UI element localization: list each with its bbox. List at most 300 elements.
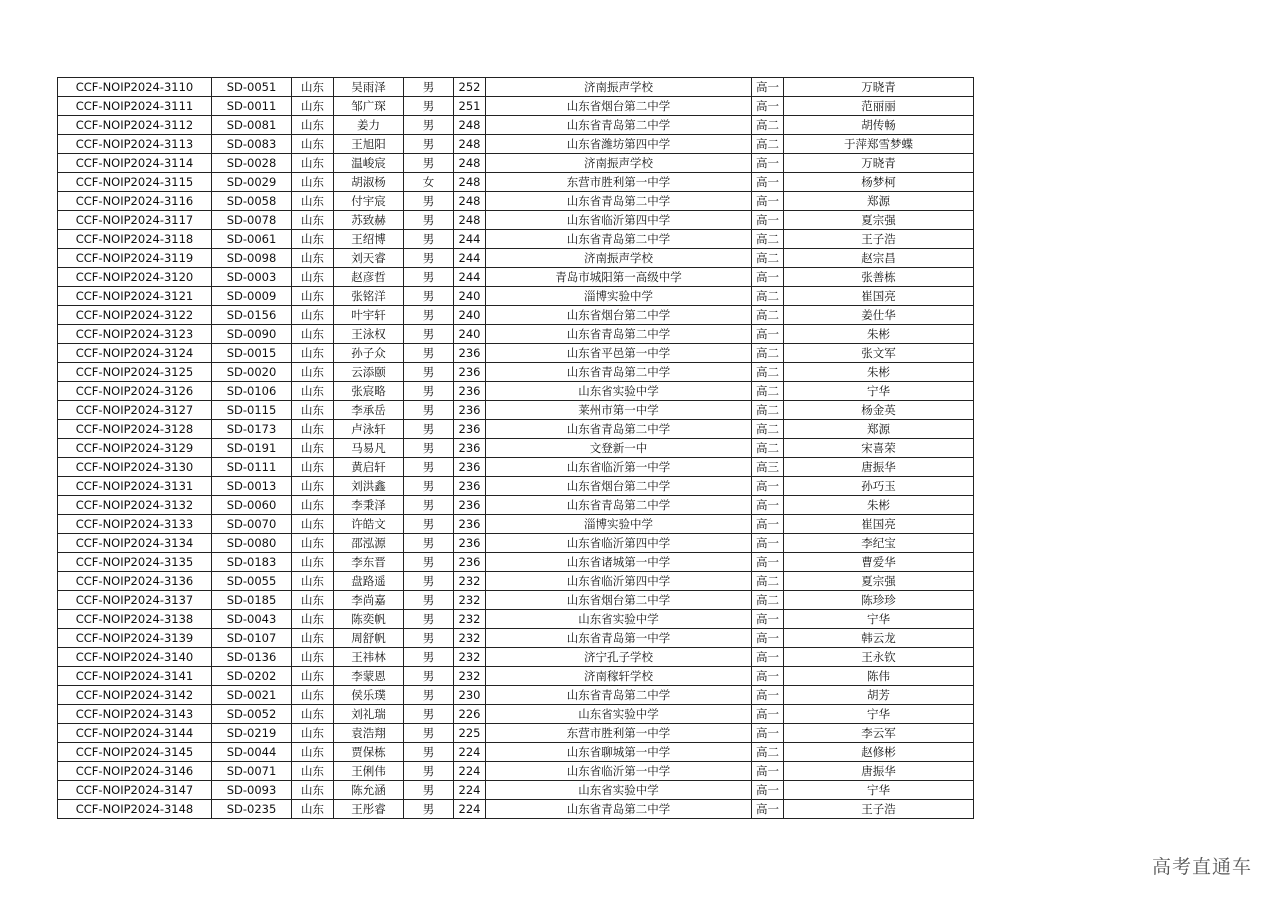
cell-score: 224 bbox=[454, 781, 486, 800]
cell-school: 青岛市城阳第一高级中学 bbox=[486, 268, 752, 287]
cell-gender: 女 bbox=[404, 173, 454, 192]
cell-id: CCF-NOIP2024-3143 bbox=[58, 705, 212, 724]
cell-score: 236 bbox=[454, 477, 486, 496]
cell-school: 山东省聊城第一中学 bbox=[486, 743, 752, 762]
cell-coach: 万晓青 bbox=[784, 154, 974, 173]
cell-name: 邵泓源 bbox=[334, 534, 404, 553]
cell-grade: 高二 bbox=[752, 591, 784, 610]
cell-id: CCF-NOIP2024-3138 bbox=[58, 610, 212, 629]
cell-code: SD-0058 bbox=[212, 192, 292, 211]
cell-score: 236 bbox=[454, 382, 486, 401]
cell-score: 226 bbox=[454, 705, 486, 724]
cell-name: 张铭洋 bbox=[334, 287, 404, 306]
cell-score: 224 bbox=[454, 743, 486, 762]
table-row bbox=[58, 458, 974, 477]
cell-province: 山东 bbox=[292, 211, 334, 230]
cell-code: SD-0029 bbox=[212, 173, 292, 192]
cell-code: SD-0107 bbox=[212, 629, 292, 648]
cell-grade: 高一 bbox=[752, 800, 784, 819]
cell-score: 236 bbox=[454, 420, 486, 439]
cell-name: 陈奕帆 bbox=[334, 610, 404, 629]
cell-coach: 崔国亮 bbox=[784, 515, 974, 534]
cell-code: SD-0185 bbox=[212, 591, 292, 610]
cell-gender: 男 bbox=[404, 401, 454, 420]
table-row bbox=[58, 553, 974, 572]
cell-coach: 陈珍珍 bbox=[784, 591, 974, 610]
cell-score: 236 bbox=[454, 344, 486, 363]
cell-score: 236 bbox=[454, 363, 486, 382]
cell-coach: 李纪宝 bbox=[784, 534, 974, 553]
cell-score: 232 bbox=[454, 572, 486, 591]
cell-coach: 夏宗强 bbox=[784, 572, 974, 591]
cell-score: 240 bbox=[454, 306, 486, 325]
cell-province: 山东 bbox=[292, 781, 334, 800]
cell-code: SD-0011 bbox=[212, 97, 292, 116]
cell-code: SD-0083 bbox=[212, 135, 292, 154]
cell-province: 山东 bbox=[292, 762, 334, 781]
cell-name: 李蒙恩 bbox=[334, 667, 404, 686]
cell-coach: 王子浩 bbox=[784, 800, 974, 819]
cell-gender: 男 bbox=[404, 629, 454, 648]
cell-coach: 朱彬 bbox=[784, 363, 974, 382]
cell-name: 王祎林 bbox=[334, 648, 404, 667]
cell-id: CCF-NOIP2024-3142 bbox=[58, 686, 212, 705]
cell-grade: 高一 bbox=[752, 724, 784, 743]
cell-province: 山东 bbox=[292, 667, 334, 686]
cell-name: 刘礼瑞 bbox=[334, 705, 404, 724]
cell-gender: 男 bbox=[404, 705, 454, 724]
cell-code: SD-0191 bbox=[212, 439, 292, 458]
cell-score: 232 bbox=[454, 591, 486, 610]
cell-grade: 高二 bbox=[752, 363, 784, 382]
watermark: 高考直通车 bbox=[1151, 856, 1252, 878]
cell-name: 李秉泽 bbox=[334, 496, 404, 515]
cell-id: CCF-NOIP2024-3119 bbox=[58, 249, 212, 268]
cell-grade: 高一 bbox=[752, 477, 784, 496]
cell-id: CCF-NOIP2024-3113 bbox=[58, 135, 212, 154]
cell-school: 济南稼轩学校 bbox=[486, 667, 752, 686]
cell-name: 盘路遥 bbox=[334, 572, 404, 591]
cell-school: 山东省平邑第一中学 bbox=[486, 344, 752, 363]
cell-code: SD-0090 bbox=[212, 325, 292, 344]
cell-id: CCF-NOIP2024-3123 bbox=[58, 325, 212, 344]
cell-name: 苏致赫 bbox=[334, 211, 404, 230]
cell-id: CCF-NOIP2024-3111 bbox=[58, 97, 212, 116]
cell-school: 山东省青岛第一中学 bbox=[486, 629, 752, 648]
table-row bbox=[58, 800, 974, 819]
cell-id: CCF-NOIP2024-3146 bbox=[58, 762, 212, 781]
cell-province: 山东 bbox=[292, 249, 334, 268]
cell-id: CCF-NOIP2024-3145 bbox=[58, 743, 212, 762]
cell-gender: 男 bbox=[404, 249, 454, 268]
cell-province: 山东 bbox=[292, 344, 334, 363]
table-row bbox=[58, 306, 974, 325]
cell-code: SD-0003 bbox=[212, 268, 292, 287]
cell-id: CCF-NOIP2024-3126 bbox=[58, 382, 212, 401]
table-row bbox=[58, 325, 974, 344]
cell-id: CCF-NOIP2024-3137 bbox=[58, 591, 212, 610]
cell-score: 248 bbox=[454, 173, 486, 192]
cell-name: 陈允涵 bbox=[334, 781, 404, 800]
cell-province: 山东 bbox=[292, 743, 334, 762]
cell-grade: 高一 bbox=[752, 762, 784, 781]
cell-grade: 高一 bbox=[752, 173, 784, 192]
cell-grade: 高一 bbox=[752, 192, 784, 211]
cell-school: 山东省青岛第二中学 bbox=[486, 325, 752, 344]
cell-name: 叶宇轩 bbox=[334, 306, 404, 325]
cell-id: CCF-NOIP2024-3115 bbox=[58, 173, 212, 192]
cell-code: SD-0078 bbox=[212, 211, 292, 230]
cell-gender: 男 bbox=[404, 116, 454, 135]
cell-id: CCF-NOIP2024-3120 bbox=[58, 268, 212, 287]
cell-id: CCF-NOIP2024-3121 bbox=[58, 287, 212, 306]
cell-coach: 宁华 bbox=[784, 781, 974, 800]
cell-score: 244 bbox=[454, 268, 486, 287]
cell-name: 王俐伟 bbox=[334, 762, 404, 781]
table-row bbox=[58, 572, 974, 591]
cell-code: SD-0055 bbox=[212, 572, 292, 591]
cell-province: 山东 bbox=[292, 591, 334, 610]
table-row bbox=[58, 230, 974, 249]
cell-gender: 男 bbox=[404, 686, 454, 705]
cell-name: 姜力 bbox=[334, 116, 404, 135]
cell-province: 山东 bbox=[292, 534, 334, 553]
cell-province: 山东 bbox=[292, 420, 334, 439]
cell-province: 山东 bbox=[292, 268, 334, 287]
table-row bbox=[58, 135, 974, 154]
cell-grade: 高一 bbox=[752, 325, 784, 344]
cell-grade: 高一 bbox=[752, 629, 784, 648]
cell-gender: 男 bbox=[404, 724, 454, 743]
cell-grade: 高二 bbox=[752, 135, 784, 154]
cell-grade: 高二 bbox=[752, 572, 784, 591]
cell-school: 山东省青岛第二中学 bbox=[486, 230, 752, 249]
cell-code: SD-0044 bbox=[212, 743, 292, 762]
cell-school: 山东省青岛第二中学 bbox=[486, 686, 752, 705]
cell-coach: 陈伟 bbox=[784, 667, 974, 686]
cell-score: 248 bbox=[454, 211, 486, 230]
cell-score: 236 bbox=[454, 458, 486, 477]
cell-school: 济南振声学校 bbox=[486, 154, 752, 173]
cell-grade: 高一 bbox=[752, 78, 784, 97]
cell-province: 山东 bbox=[292, 496, 334, 515]
cell-school: 山东省青岛第二中学 bbox=[486, 363, 752, 382]
cell-code: SD-0015 bbox=[212, 344, 292, 363]
cell-school: 山东省诸城第一中学 bbox=[486, 553, 752, 572]
table-row bbox=[58, 705, 974, 724]
cell-coach: 胡传畅 bbox=[784, 116, 974, 135]
cell-province: 山东 bbox=[292, 705, 334, 724]
cell-name: 刘洪鑫 bbox=[334, 477, 404, 496]
cell-gender: 男 bbox=[404, 496, 454, 515]
cell-coach: 赵修彬 bbox=[784, 743, 974, 762]
cell-province: 山东 bbox=[292, 78, 334, 97]
cell-gender: 男 bbox=[404, 306, 454, 325]
table-row bbox=[58, 420, 974, 439]
cell-score: 225 bbox=[454, 724, 486, 743]
cell-school: 山东省临沂第四中学 bbox=[486, 211, 752, 230]
cell-school: 山东省青岛第二中学 bbox=[486, 192, 752, 211]
table-row bbox=[58, 97, 974, 116]
cell-id: CCF-NOIP2024-3125 bbox=[58, 363, 212, 382]
cell-score: 251 bbox=[454, 97, 486, 116]
cell-school: 山东省青岛第二中学 bbox=[486, 116, 752, 135]
cell-coach: 崔国亮 bbox=[784, 287, 974, 306]
cell-grade: 高一 bbox=[752, 610, 784, 629]
cell-grade: 高二 bbox=[752, 743, 784, 762]
cell-code: SD-0070 bbox=[212, 515, 292, 534]
cell-grade: 高二 bbox=[752, 287, 784, 306]
cell-gender: 男 bbox=[404, 268, 454, 287]
cell-name: 付宇宸 bbox=[334, 192, 404, 211]
cell-province: 山东 bbox=[292, 154, 334, 173]
table-row bbox=[58, 610, 974, 629]
cell-name: 邹广琛 bbox=[334, 97, 404, 116]
cell-gender: 男 bbox=[404, 781, 454, 800]
cell-grade: 高一 bbox=[752, 705, 784, 724]
cell-score: 236 bbox=[454, 496, 486, 515]
cell-code: SD-0051 bbox=[212, 78, 292, 97]
table-row bbox=[58, 268, 974, 287]
cell-id: CCF-NOIP2024-3124 bbox=[58, 344, 212, 363]
cell-id: CCF-NOIP2024-3127 bbox=[58, 401, 212, 420]
cell-province: 山东 bbox=[292, 648, 334, 667]
cell-grade: 高二 bbox=[752, 306, 784, 325]
cell-gender: 男 bbox=[404, 97, 454, 116]
cell-coach: 王子浩 bbox=[784, 230, 974, 249]
table-body bbox=[58, 78, 974, 819]
cell-gender: 男 bbox=[404, 420, 454, 439]
table-row bbox=[58, 534, 974, 553]
cell-id: CCF-NOIP2024-3130 bbox=[58, 458, 212, 477]
cell-code: SD-0106 bbox=[212, 382, 292, 401]
cell-gender: 男 bbox=[404, 762, 454, 781]
cell-coach: 曹爱华 bbox=[784, 553, 974, 572]
cell-province: 山东 bbox=[292, 477, 334, 496]
cell-gender: 男 bbox=[404, 382, 454, 401]
cell-name: 云添颐 bbox=[334, 363, 404, 382]
cell-school: 山东省临沂第四中学 bbox=[486, 572, 752, 591]
cell-code: SD-0013 bbox=[212, 477, 292, 496]
cell-coach: 范丽丽 bbox=[784, 97, 974, 116]
table-row bbox=[58, 344, 974, 363]
cell-id: CCF-NOIP2024-3118 bbox=[58, 230, 212, 249]
cell-score: 248 bbox=[454, 116, 486, 135]
cell-gender: 男 bbox=[404, 78, 454, 97]
table-row bbox=[58, 477, 974, 496]
cell-province: 山东 bbox=[292, 686, 334, 705]
cell-gender: 男 bbox=[404, 325, 454, 344]
table-row bbox=[58, 401, 974, 420]
cell-name: 王泳权 bbox=[334, 325, 404, 344]
cell-school: 文登新一中 bbox=[486, 439, 752, 458]
cell-province: 山东 bbox=[292, 458, 334, 477]
cell-id: CCF-NOIP2024-3117 bbox=[58, 211, 212, 230]
cell-id: CCF-NOIP2024-3112 bbox=[58, 116, 212, 135]
cell-code: SD-0202 bbox=[212, 667, 292, 686]
table-row bbox=[58, 287, 974, 306]
cell-gender: 男 bbox=[404, 154, 454, 173]
cell-id: CCF-NOIP2024-3133 bbox=[58, 515, 212, 534]
cell-id: CCF-NOIP2024-3128 bbox=[58, 420, 212, 439]
cell-grade: 高二 bbox=[752, 249, 784, 268]
cell-school: 山东省烟台第二中学 bbox=[486, 306, 752, 325]
cell-province: 山东 bbox=[292, 135, 334, 154]
cell-id: CCF-NOIP2024-3144 bbox=[58, 724, 212, 743]
cell-name: 胡淑杨 bbox=[334, 173, 404, 192]
cell-score: 224 bbox=[454, 800, 486, 819]
cell-grade: 高一 bbox=[752, 781, 784, 800]
cell-grade: 高一 bbox=[752, 648, 784, 667]
cell-name: 赵彦哲 bbox=[334, 268, 404, 287]
cell-name: 周舒帆 bbox=[334, 629, 404, 648]
cell-gender: 男 bbox=[404, 287, 454, 306]
cell-grade: 高二 bbox=[752, 420, 784, 439]
cell-coach: 宁华 bbox=[784, 705, 974, 724]
cell-province: 山东 bbox=[292, 724, 334, 743]
cell-school: 山东省烟台第二中学 bbox=[486, 477, 752, 496]
cell-id: CCF-NOIP2024-3139 bbox=[58, 629, 212, 648]
cell-school: 山东省实验中学 bbox=[486, 382, 752, 401]
table-row bbox=[58, 724, 974, 743]
table-row bbox=[58, 249, 974, 268]
cell-name: 刘天睿 bbox=[334, 249, 404, 268]
cell-grade: 高二 bbox=[752, 230, 784, 249]
cell-grade: 高二 bbox=[752, 401, 784, 420]
cell-school: 山东省潍坊第四中学 bbox=[486, 135, 752, 154]
table-row bbox=[58, 363, 974, 382]
cell-score: 232 bbox=[454, 610, 486, 629]
cell-id: CCF-NOIP2024-3116 bbox=[58, 192, 212, 211]
cell-grade: 高二 bbox=[752, 439, 784, 458]
cell-province: 山东 bbox=[292, 325, 334, 344]
cell-coach: 赵宗昌 bbox=[784, 249, 974, 268]
table-row bbox=[58, 781, 974, 800]
cell-id: CCF-NOIP2024-3114 bbox=[58, 154, 212, 173]
cell-school: 淄博实验中学 bbox=[486, 515, 752, 534]
cell-coach: 杨梦柯 bbox=[784, 173, 974, 192]
cell-province: 山东 bbox=[292, 230, 334, 249]
cell-gender: 男 bbox=[404, 515, 454, 534]
cell-grade: 高二 bbox=[752, 382, 784, 401]
cell-school: 山东省临沂第四中学 bbox=[486, 534, 752, 553]
cell-coach: 宁华 bbox=[784, 610, 974, 629]
cell-name: 许皓文 bbox=[334, 515, 404, 534]
table-row bbox=[58, 382, 974, 401]
table-row bbox=[58, 496, 974, 515]
cell-coach: 张善栋 bbox=[784, 268, 974, 287]
cell-gender: 男 bbox=[404, 477, 454, 496]
cell-school: 山东省实验中学 bbox=[486, 781, 752, 800]
cell-coach: 张文军 bbox=[784, 344, 974, 363]
table-row bbox=[58, 629, 974, 648]
cell-grade: 高一 bbox=[752, 211, 784, 230]
cell-gender: 男 bbox=[404, 135, 454, 154]
cell-name: 张宸略 bbox=[334, 382, 404, 401]
cell-province: 山东 bbox=[292, 287, 334, 306]
cell-gender: 男 bbox=[404, 534, 454, 553]
cell-code: SD-0183 bbox=[212, 553, 292, 572]
cell-name: 王绍博 bbox=[334, 230, 404, 249]
cell-province: 山东 bbox=[292, 572, 334, 591]
cell-code: SD-0115 bbox=[212, 401, 292, 420]
cell-gender: 男 bbox=[404, 211, 454, 230]
cell-score: 248 bbox=[454, 135, 486, 154]
cell-school: 济南振声学校 bbox=[486, 249, 752, 268]
cell-code: SD-0156 bbox=[212, 306, 292, 325]
cell-coach: 于萍郑雪梦蝶 bbox=[784, 135, 974, 154]
cell-code: SD-0098 bbox=[212, 249, 292, 268]
cell-score: 232 bbox=[454, 648, 486, 667]
cell-school: 山东省青岛第二中学 bbox=[486, 496, 752, 515]
cell-score: 236 bbox=[454, 401, 486, 420]
cell-code: SD-0043 bbox=[212, 610, 292, 629]
cell-gender: 男 bbox=[404, 230, 454, 249]
cell-grade: 高一 bbox=[752, 686, 784, 705]
cell-province: 山东 bbox=[292, 439, 334, 458]
cell-score: 236 bbox=[454, 515, 486, 534]
table-row bbox=[58, 515, 974, 534]
cell-coach: 朱彬 bbox=[784, 325, 974, 344]
cell-gender: 男 bbox=[404, 363, 454, 382]
cell-school: 东营市胜利第一中学 bbox=[486, 724, 752, 743]
cell-province: 山东 bbox=[292, 515, 334, 534]
cell-gender: 男 bbox=[404, 591, 454, 610]
cell-name: 孙子众 bbox=[334, 344, 404, 363]
cell-gender: 男 bbox=[404, 743, 454, 762]
cell-grade: 高三 bbox=[752, 458, 784, 477]
cell-grade: 高二 bbox=[752, 344, 784, 363]
cell-score: 240 bbox=[454, 325, 486, 344]
cell-school: 山东省临沂第一中学 bbox=[486, 762, 752, 781]
cell-school: 山东省青岛第二中学 bbox=[486, 420, 752, 439]
cell-coach: 宁华 bbox=[784, 382, 974, 401]
cell-code: SD-0136 bbox=[212, 648, 292, 667]
cell-name: 贾保栋 bbox=[334, 743, 404, 762]
cell-coach: 朱彬 bbox=[784, 496, 974, 515]
cell-coach: 韩云龙 bbox=[784, 629, 974, 648]
cell-id: CCF-NOIP2024-3110 bbox=[58, 78, 212, 97]
cell-name: 吴雨泽 bbox=[334, 78, 404, 97]
table-row bbox=[58, 211, 974, 230]
cell-gender: 男 bbox=[404, 458, 454, 477]
cell-province: 山东 bbox=[292, 306, 334, 325]
cell-gender: 男 bbox=[404, 648, 454, 667]
cell-school: 济宁孔子学校 bbox=[486, 648, 752, 667]
cell-coach: 郑源 bbox=[784, 420, 974, 439]
cell-gender: 男 bbox=[404, 800, 454, 819]
cell-gender: 男 bbox=[404, 344, 454, 363]
cell-code: SD-0060 bbox=[212, 496, 292, 515]
cell-province: 山东 bbox=[292, 192, 334, 211]
cell-grade: 高一 bbox=[752, 154, 784, 173]
cell-grade: 高一 bbox=[752, 268, 784, 287]
cell-coach: 唐振华 bbox=[784, 762, 974, 781]
cell-grade: 高一 bbox=[752, 496, 784, 515]
cell-school: 东营市胜利第一中学 bbox=[486, 173, 752, 192]
cell-id: CCF-NOIP2024-3136 bbox=[58, 572, 212, 591]
cell-id: CCF-NOIP2024-3131 bbox=[58, 477, 212, 496]
cell-grade: 高一 bbox=[752, 534, 784, 553]
cell-grade: 高一 bbox=[752, 97, 784, 116]
cell-gender: 男 bbox=[404, 667, 454, 686]
cell-id: CCF-NOIP2024-3134 bbox=[58, 534, 212, 553]
table-row bbox=[58, 667, 974, 686]
cell-score: 236 bbox=[454, 439, 486, 458]
cell-id: CCF-NOIP2024-3122 bbox=[58, 306, 212, 325]
cell-coach: 杨金英 bbox=[784, 401, 974, 420]
cell-code: SD-0052 bbox=[212, 705, 292, 724]
